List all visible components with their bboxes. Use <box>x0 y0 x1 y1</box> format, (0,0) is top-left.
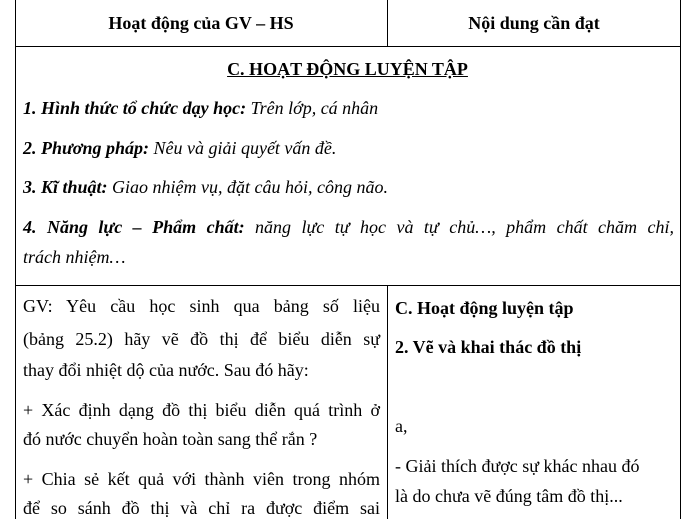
section-item-competence-cont: trách nhiệm… <box>23 247 126 267</box>
right-line-2: là do chưa vẽ đúng tâm đồ thị... <box>395 486 623 506</box>
section-item-method: 2. Phương pháp: Nêu và giải quyết vấn đề. <box>23 138 337 158</box>
section-bottom-border <box>15 285 681 286</box>
left-line-5: đó nước chuyển hoàn toàn sang thể rắn ? <box>23 429 318 449</box>
left-line-4: + Xác định dạng đồ thị biểu diễn quá trình ở <box>23 400 380 420</box>
right-heading-graph: 2. Vẽ và khai thác đồ thị <box>395 337 582 357</box>
right-item-a: a, <box>395 416 408 436</box>
section-item-competence: 4. Năng lực – Phẩm chất: năng lực tự học và tự chủ…, phẩm chất chăm chỉ, <box>23 217 674 237</box>
section-item-technique: 3. Kĩ thuật: Giao nhiệm vụ, đặt câu hỏi, công não. <box>23 177 388 197</box>
table-border-right <box>680 0 681 519</box>
left-line-7: để so sánh đồ thị và chỉ ra được điểm sai <box>23 498 380 518</box>
section-item-form: 1. Hình thức tổ chức dạy học: Trên lớp, cá nhân <box>23 98 379 118</box>
left-line-2: (bảng 25.2) hãy vẽ đồ thị để biểu diễn sự <box>23 329 380 349</box>
section-title: C. HOẠT ĐỘNG LUYỆN TẬP <box>227 59 468 79</box>
header-col-content: Nội dung cần đạt <box>468 13 600 33</box>
header-bottom-border <box>15 46 681 47</box>
left-line-3: thay đổi nhiệt dộ của nước. Sau đó hãy: <box>23 360 309 380</box>
left-line-1: GV: Yêu cầu học sinh qua bảng số liệu <box>23 296 380 316</box>
column-divider-bottom <box>387 285 388 519</box>
right-heading-practice: C. Hoạt động luyện tập <box>395 298 574 318</box>
left-line-6: + Chia sẻ kết quả với thành viên trong nhóm <box>23 469 380 489</box>
right-line-1: - Giải thích được sự khác nhau đó <box>395 456 640 476</box>
header-col-activities: Hoạt động của GV – HS <box>108 13 294 33</box>
